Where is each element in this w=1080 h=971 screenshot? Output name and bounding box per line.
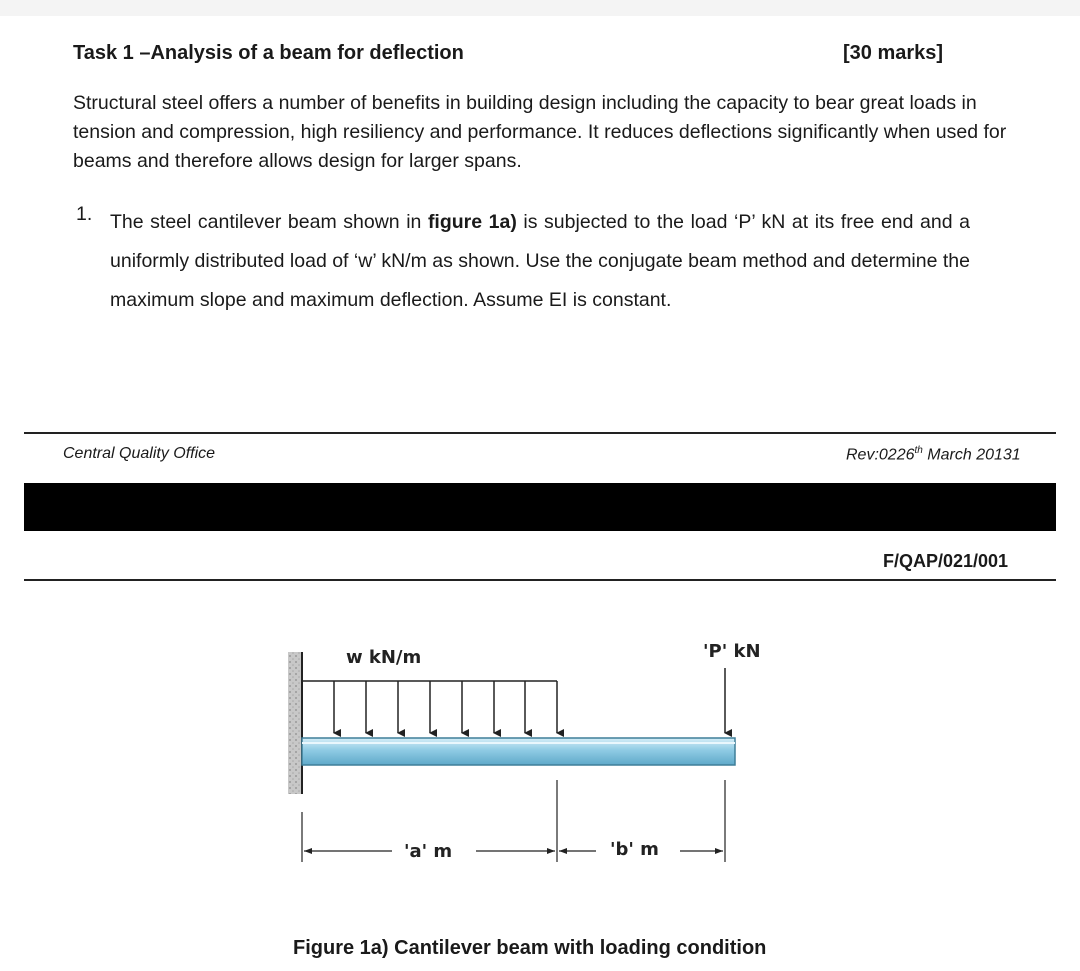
rev-suffix: March 20131 [922, 446, 1021, 464]
question-text-end: is subjected to the load ‘P’ kN at its free end and a uniformly distributed load of ‘w’ kN/m as shown. Use the conjugate beam method and determine the maximum slope and maximum deflection. Assume EI is constant. [110, 211, 970, 311]
intro-paragraph: Structural steel offers a number of benefits in building design including the capacity to bear great loads in tension and compression, high resiliency and performance. It reduces deflections significantly when used for beams and therefore allows design for larger spans. [73, 92, 1007, 172]
point-load [703, 641, 761, 733]
dimension-b-label: 'b' m [610, 839, 659, 860]
question-text-start: The steel cantilever beam shown in [110, 211, 428, 233]
distributed-load [302, 647, 557, 733]
document-code: F/QAP/021/001 [883, 551, 1009, 571]
cantilever-beam [302, 738, 735, 765]
point-load-label: 'P' kN [703, 641, 761, 662]
rev-prefix: Rev:0226 [846, 446, 915, 464]
footer-office: Central Quality Office [63, 445, 216, 462]
dimension-lines [302, 780, 725, 862]
rev-sup: th [914, 445, 923, 456]
figure-caption: Figure 1a) Cantilever beam with loading condition [293, 937, 767, 959]
fixed-support-wall [288, 652, 302, 794]
task-title: Task 1 –Analysis of a beam for deflection [73, 42, 464, 64]
figure-reference: figure 1a) [427, 211, 517, 233]
task-marks: [30 marks] [843, 42, 944, 64]
question-number: 1. [76, 203, 93, 225]
udl-label: w kN/m [346, 647, 422, 668]
udl-arrows [334, 681, 557, 733]
dimension-a-label: 'a' m [404, 841, 453, 862]
